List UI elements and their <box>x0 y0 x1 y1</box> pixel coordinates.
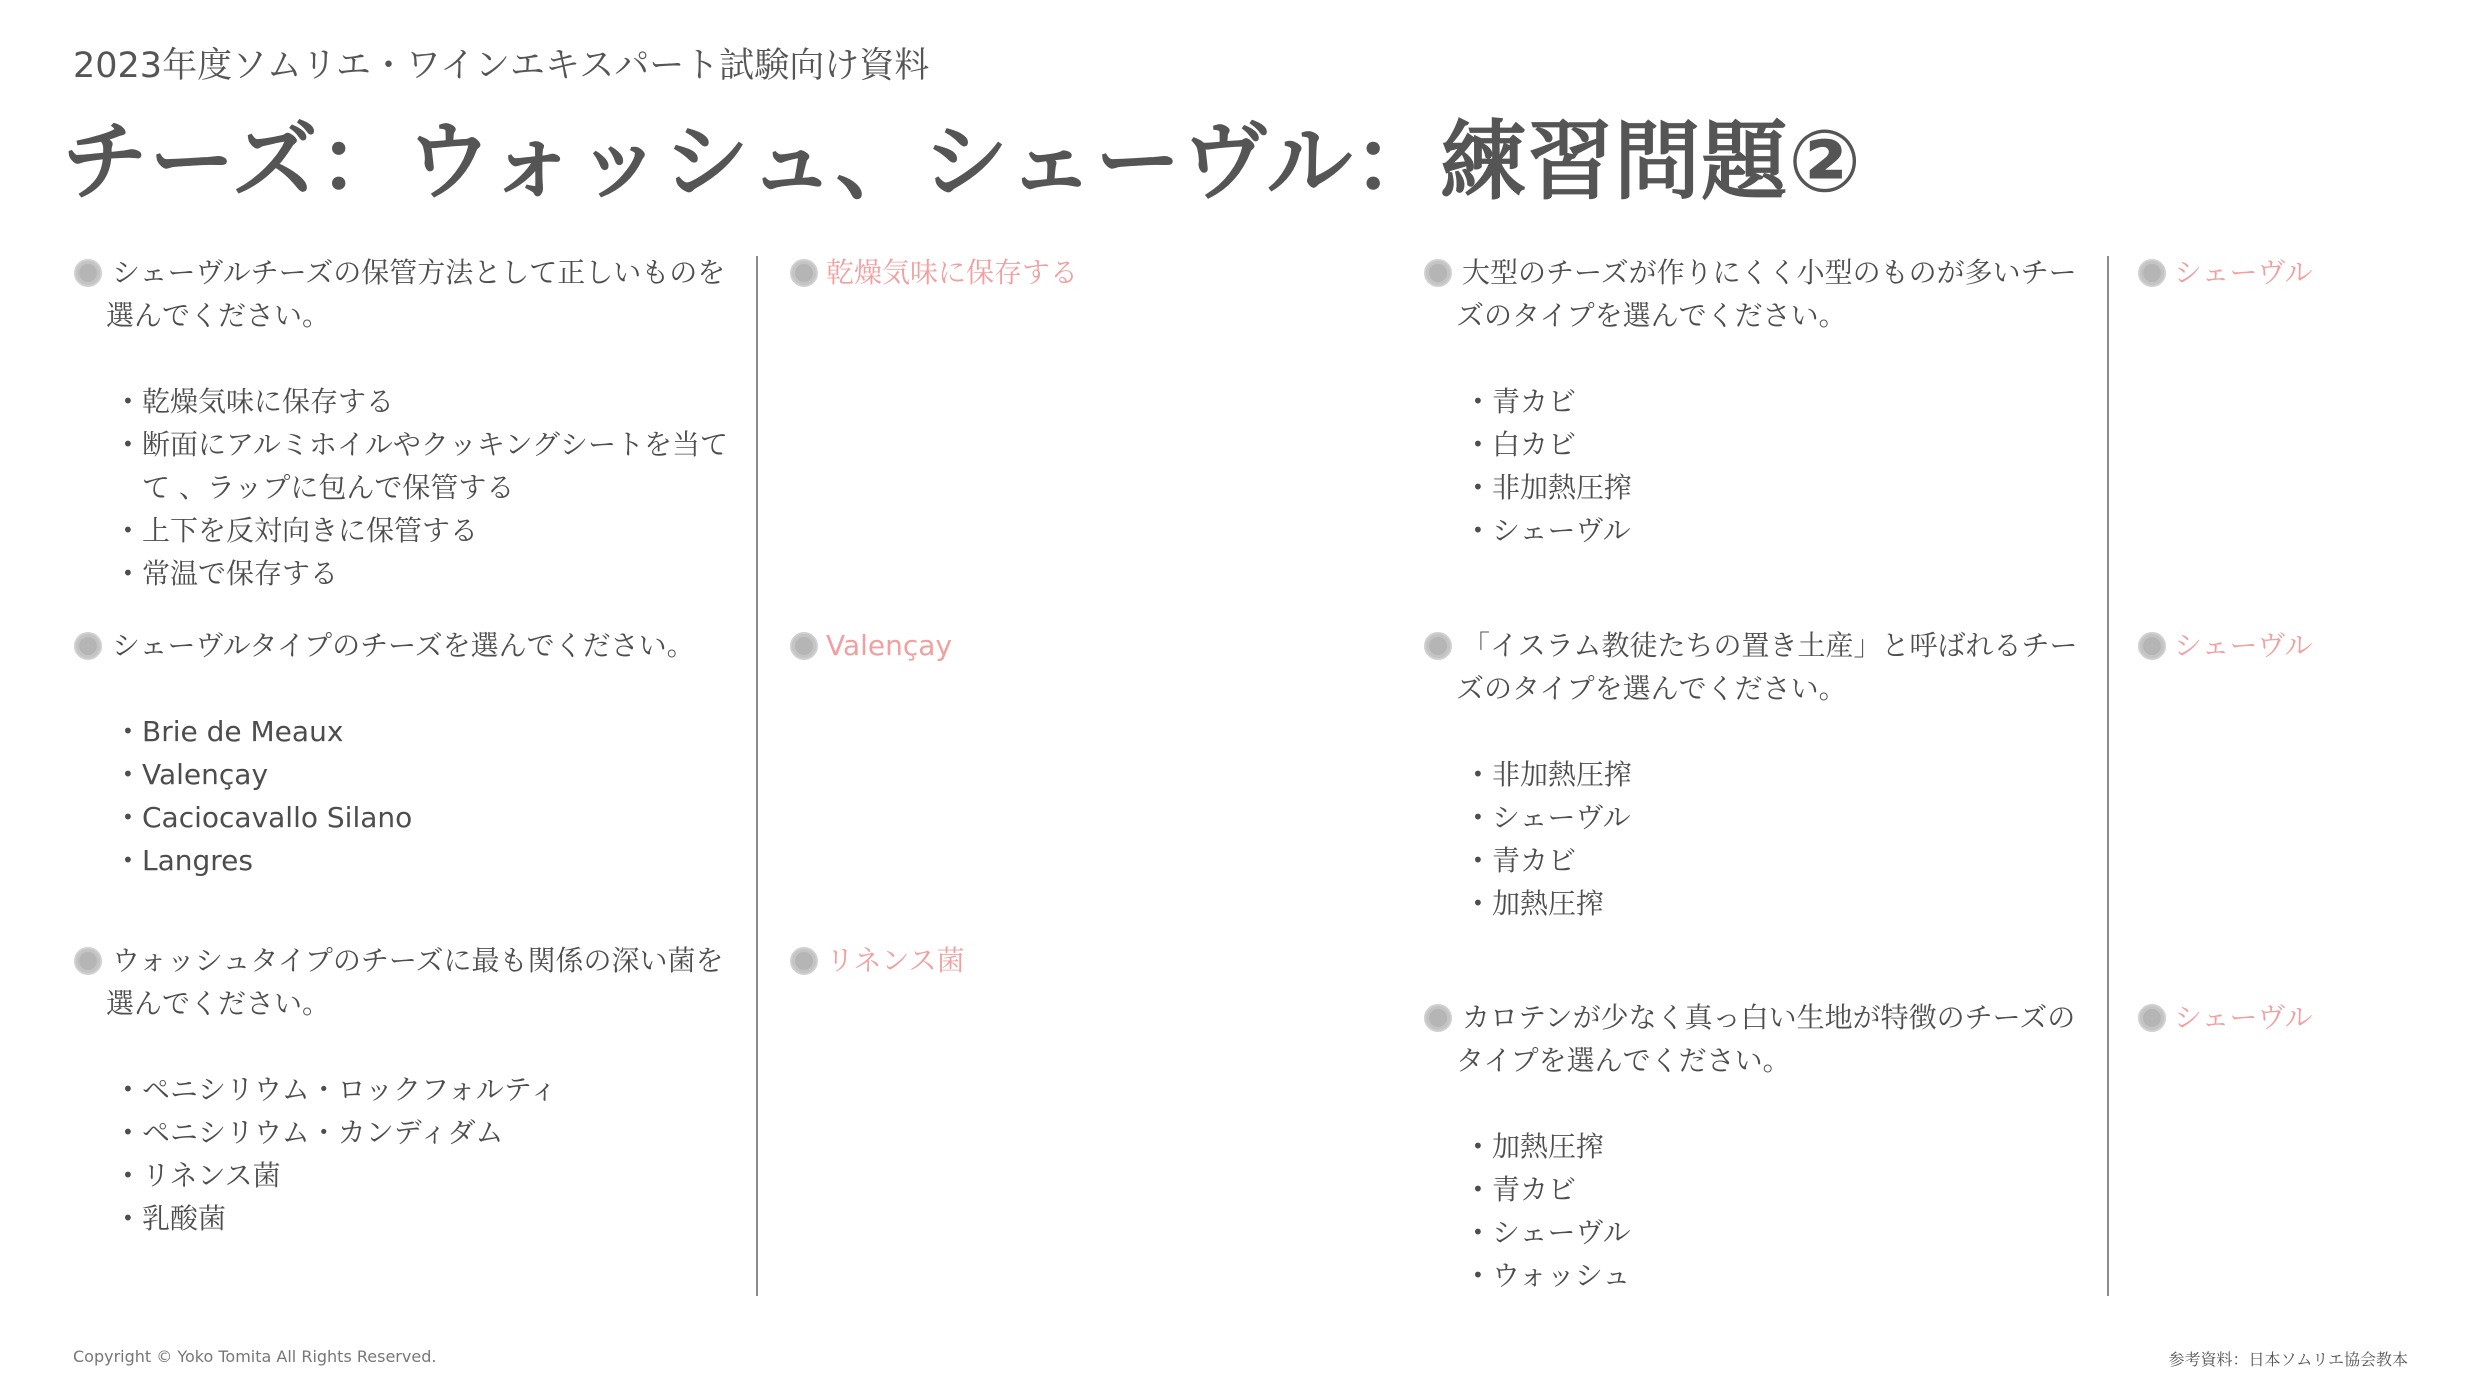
option-list <box>74 380 744 595</box>
option-item: • ペニシリウム・ロックフォルティ <box>122 1068 744 1111</box>
option-list <box>1424 753 2094 925</box>
question-block-6 <box>1424 996 2094 1297</box>
option-item: • リネンス菌 <box>122 1154 744 1197</box>
option-item: • 乳酸菌 <box>122 1197 744 1240</box>
document-subtitle: 2023年度ソムリエ・ワインエキスパート試験向け資料 <box>73 46 930 86</box>
question-text: シェーヴルタイプのチーズを選んでください。 <box>74 624 744 667</box>
column-divider-right <box>2107 256 2109 1296</box>
option-item: • Valençay <box>122 753 744 796</box>
question-marker-icon <box>1424 632 1452 660</box>
option-item: • 上下を反対向きに保管する <box>122 509 744 552</box>
option-item: • 非加熱圧搾 <box>1472 466 2094 509</box>
answer-marker-icon <box>790 632 818 660</box>
question-text: シェーヴルチーズの保管方法として正しいものを選んでください。 <box>74 251 744 337</box>
answer-marker-icon <box>790 259 818 287</box>
question-text: カロテンが少なく真っ白い生地が特徴のチーズのタイプを選んでください。 <box>1424 996 2094 1082</box>
answer-3 <box>790 939 1086 982</box>
answer-marker-icon <box>790 947 818 975</box>
column-divider-left <box>756 256 758 1296</box>
answer-6 <box>2138 996 2470 1039</box>
answer-text: 乾燥気味に保存する <box>826 256 1079 289</box>
answer-marker-icon <box>2138 1004 2166 1032</box>
option-item: • シェーヴル <box>1472 796 2094 839</box>
page-title: チーズ：ウォッシュ、シェーヴル：練習問題② <box>62 112 1863 212</box>
answer-5 <box>2138 624 2470 667</box>
answer-4 <box>2138 251 2470 294</box>
option-item: • Langres <box>122 839 744 882</box>
option-item: • 青カビ <box>1472 1168 2094 1211</box>
answer-2 <box>790 624 1086 667</box>
option-item: • Brie de Meaux <box>122 710 744 753</box>
question-marker-icon <box>74 632 102 660</box>
question-block-4 <box>1424 251 2094 552</box>
option-item: • ウォッシュ <box>1472 1254 2094 1297</box>
option-item: • 加熱圧搾 <box>1472 882 2094 925</box>
option-item: • 青カビ <box>1472 380 2094 423</box>
option-item: • 加熱圧搾 <box>1472 1125 2094 1168</box>
reference-note: 参考資料：日本ソムリエ協会教本 <box>2168 1350 2408 1369</box>
question-text: ウォッシュタイプのチーズに最も関係の深い菌を選んでください。 <box>74 939 744 1025</box>
option-item: • 常温で保存する <box>122 552 744 595</box>
answer-marker-icon <box>2138 632 2166 660</box>
question-marker-icon <box>1424 259 1452 287</box>
answer-text: シェーヴル <box>2174 1001 2313 1034</box>
option-item: • 非加熱圧搾 <box>1472 753 2094 796</box>
option-item: • 白カビ <box>1472 423 2094 466</box>
option-item: • 乾燥気味に保存する <box>122 380 744 423</box>
question-block-1 <box>74 251 744 595</box>
option-item: • 青カビ <box>1472 839 2094 882</box>
question-marker-icon <box>74 259 102 287</box>
option-list <box>74 710 744 882</box>
answer-text: シェーヴル <box>2174 629 2313 662</box>
question-block-3 <box>74 939 744 1240</box>
question-marker-icon <box>1424 1004 1452 1032</box>
copyright-notice: Copyright © Yoko Tomita All Rights Reserved. <box>73 1347 437 1366</box>
answer-text: Valençay <box>826 629 953 662</box>
option-item: • ペニシリウム・カンディダム <box>122 1111 744 1154</box>
question-block-2 <box>74 624 744 882</box>
question-block-5 <box>1424 624 2094 925</box>
option-item: • 断面にアルミホイルやクッキングシートを当てて 、ラップに包んで保管する <box>122 423 744 509</box>
answer-1 <box>790 251 1086 294</box>
option-item: • シェーヴル <box>1472 509 2094 552</box>
option-item: • Caciocavallo Silano <box>122 796 744 839</box>
option-item: • シェーヴル <box>1472 1211 2094 1254</box>
answer-text: リネンス菌 <box>826 944 965 977</box>
option-list <box>74 1068 744 1240</box>
question-marker-icon <box>74 947 102 975</box>
question-text: 「イスラム教徒たちの置き土産」と呼ばれるチーズのタイプを選んでください。 <box>1424 624 2094 710</box>
question-text: 大型のチーズが作りにくく小型のものが多いチーズのタイプを選んでください。 <box>1424 251 2094 337</box>
answer-marker-icon <box>2138 259 2166 287</box>
option-list <box>1424 1125 2094 1297</box>
option-list <box>1424 380 2094 552</box>
answer-text: シェーヴル <box>2174 256 2313 289</box>
